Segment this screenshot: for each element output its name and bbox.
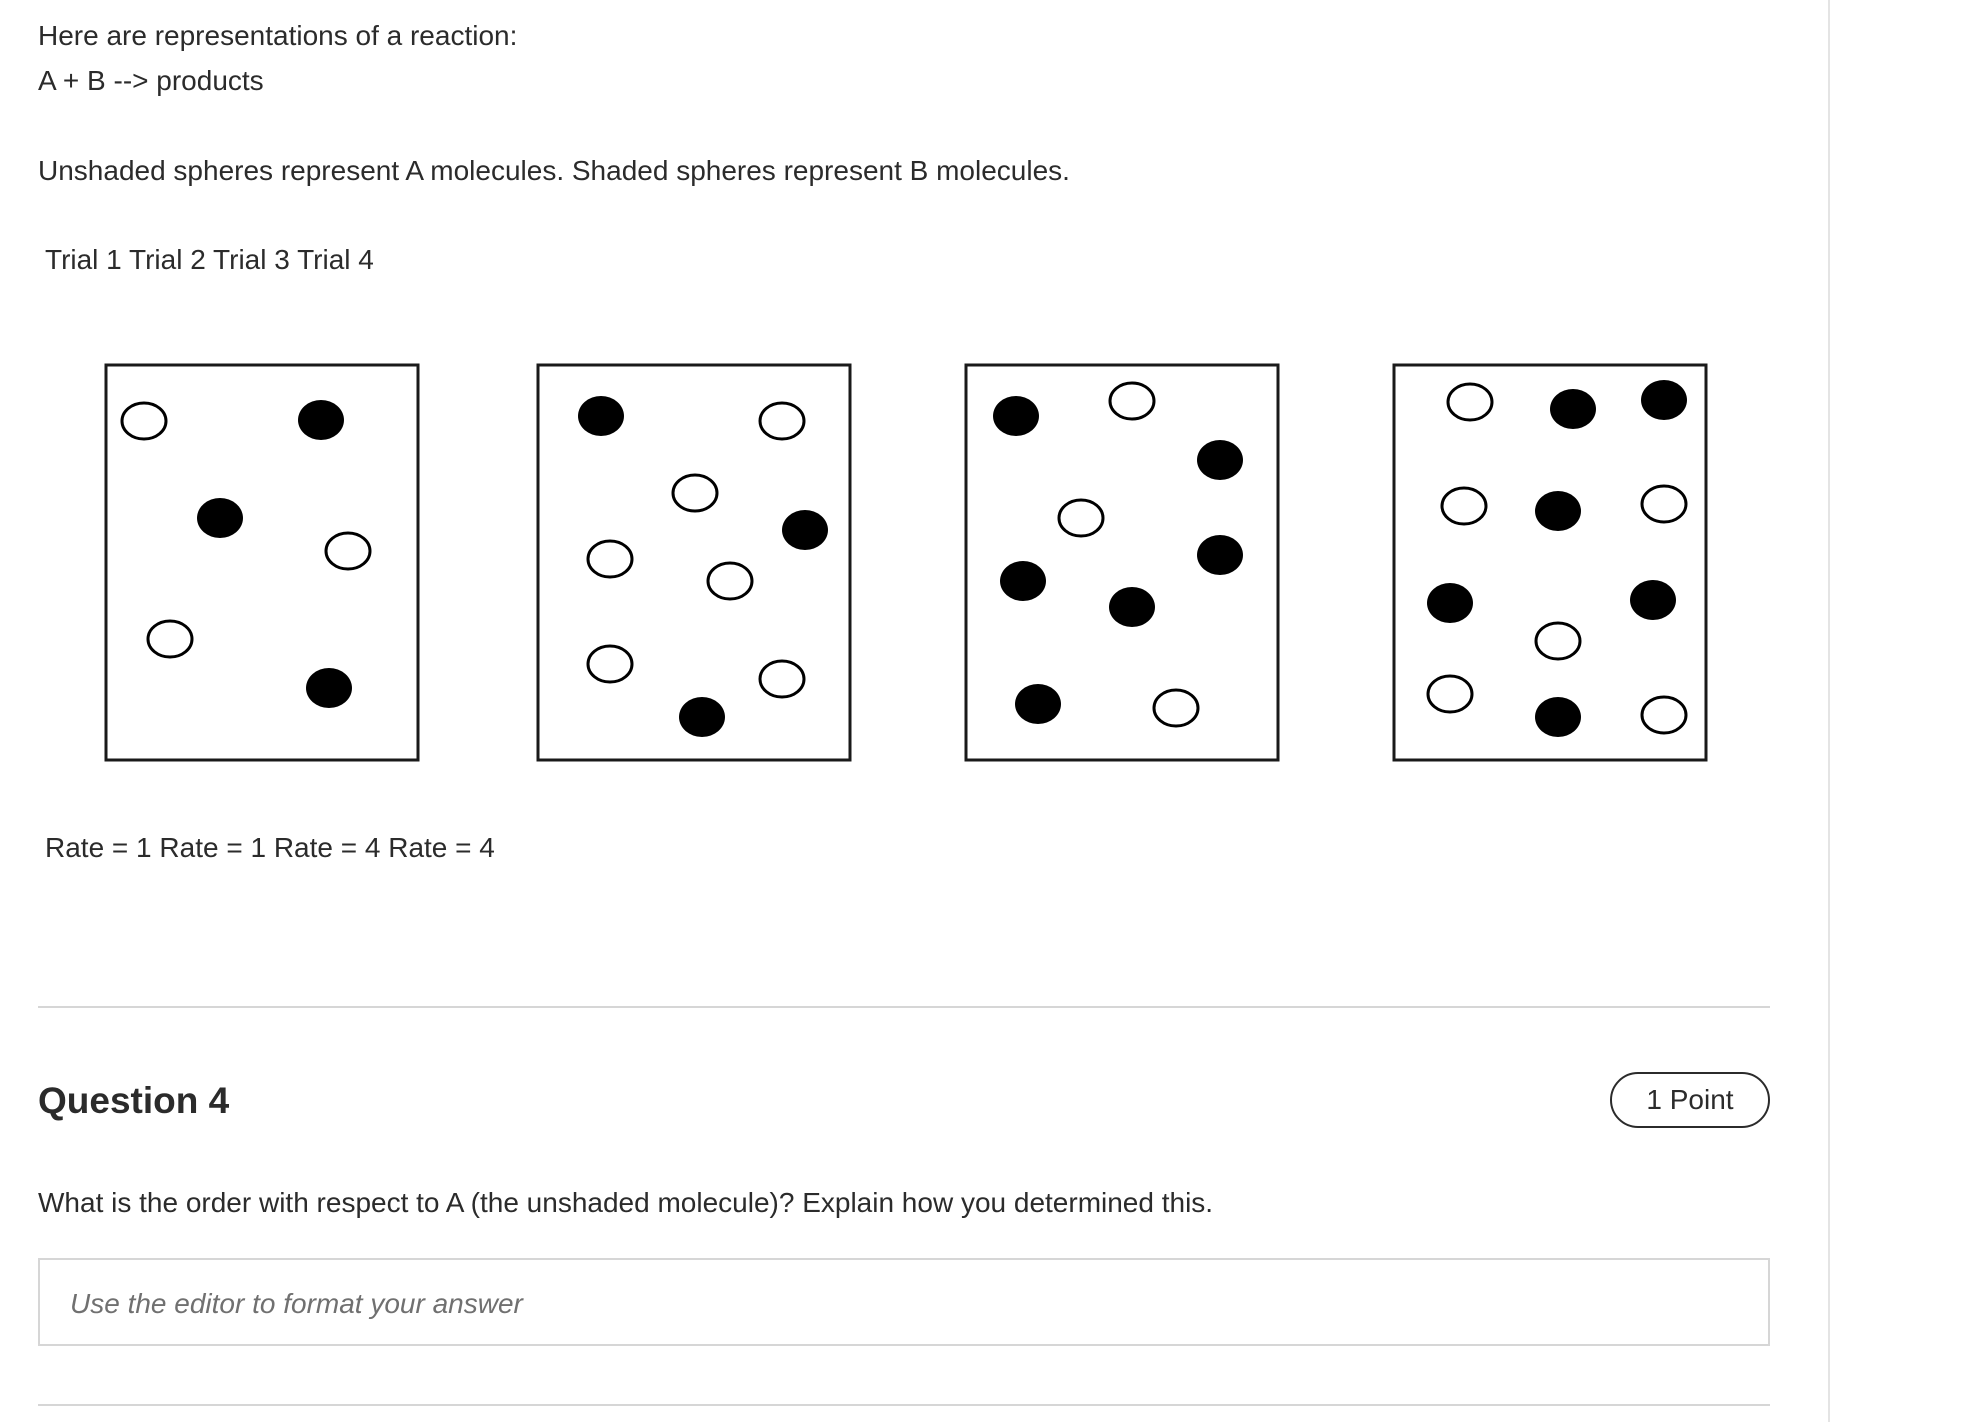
molecule-b <box>1641 380 1687 420</box>
molecule-a <box>1442 488 1486 524</box>
molecule-b <box>1197 440 1243 480</box>
rate-labels: Rate = 1 Rate = 1 Rate = 4 Rate = 4 <box>45 832 495 863</box>
molecule-a <box>673 475 717 511</box>
molecule-a <box>588 646 632 682</box>
molecule-a <box>1110 383 1154 419</box>
reaction-equation: A + B --> products <box>38 65 264 96</box>
molecule-b <box>1630 580 1676 620</box>
molecule-b <box>1550 389 1596 429</box>
points-badge: 1 Point <box>1610 1072 1770 1128</box>
trial-labels: Trial 1 Trial 2 Trial 3 Trial 4 <box>45 244 374 275</box>
molecule-a <box>760 403 804 439</box>
molecule-b <box>1000 561 1046 601</box>
answer-placeholder: Use the editor to format your answer <box>70 1288 523 1319</box>
molecule-a <box>708 563 752 599</box>
molecule-b <box>1197 535 1243 575</box>
answer-editor[interactable] <box>38 1258 1770 1346</box>
molecule-b <box>1535 491 1581 531</box>
question-title: Question 4 <box>38 1080 230 1121</box>
molecule-a <box>588 541 632 577</box>
molecule-a <box>760 661 804 697</box>
molecule-b <box>679 697 725 737</box>
molecule-a <box>1642 486 1686 522</box>
molecule-b <box>306 668 352 708</box>
molecule-b <box>1015 684 1061 724</box>
molecule-a <box>1448 384 1492 420</box>
molecule-a <box>122 403 166 439</box>
molecule-b <box>1535 697 1581 737</box>
molecule-b <box>993 396 1039 436</box>
question-prompt: What is the order with respect to A (the unshaded molecule)? Explain how you determined this. <box>38 1187 1214 1218</box>
molecule-a <box>1059 500 1103 536</box>
right-panel-divider <box>1828 0 1830 1422</box>
trial-3-box <box>966 365 1278 760</box>
bottom-divider <box>38 1404 1770 1406</box>
molecule-a <box>1428 676 1472 712</box>
molecule-a <box>148 621 192 657</box>
molecule-a <box>1536 623 1580 659</box>
molecule-a <box>1642 697 1686 733</box>
molecule-b <box>782 510 828 550</box>
section-divider <box>38 1006 1770 1008</box>
molecule-a <box>326 533 370 569</box>
molecule-a <box>1154 690 1198 726</box>
molecule-b <box>197 498 243 538</box>
molecule-b <box>578 396 624 436</box>
trial-4-box <box>1394 365 1706 760</box>
molecule-b <box>1109 587 1155 627</box>
trial-2-box <box>538 365 850 760</box>
trial-1-box <box>106 365 418 760</box>
molecule-b <box>1427 583 1473 623</box>
reaction-intro-text: Here are representations of a reaction: <box>38 20 518 51</box>
molecule-legend-text: Unshaded spheres represent A molecules. Shaded spheres represent B molecules. <box>38 155 1070 186</box>
molecule-b <box>298 400 344 440</box>
